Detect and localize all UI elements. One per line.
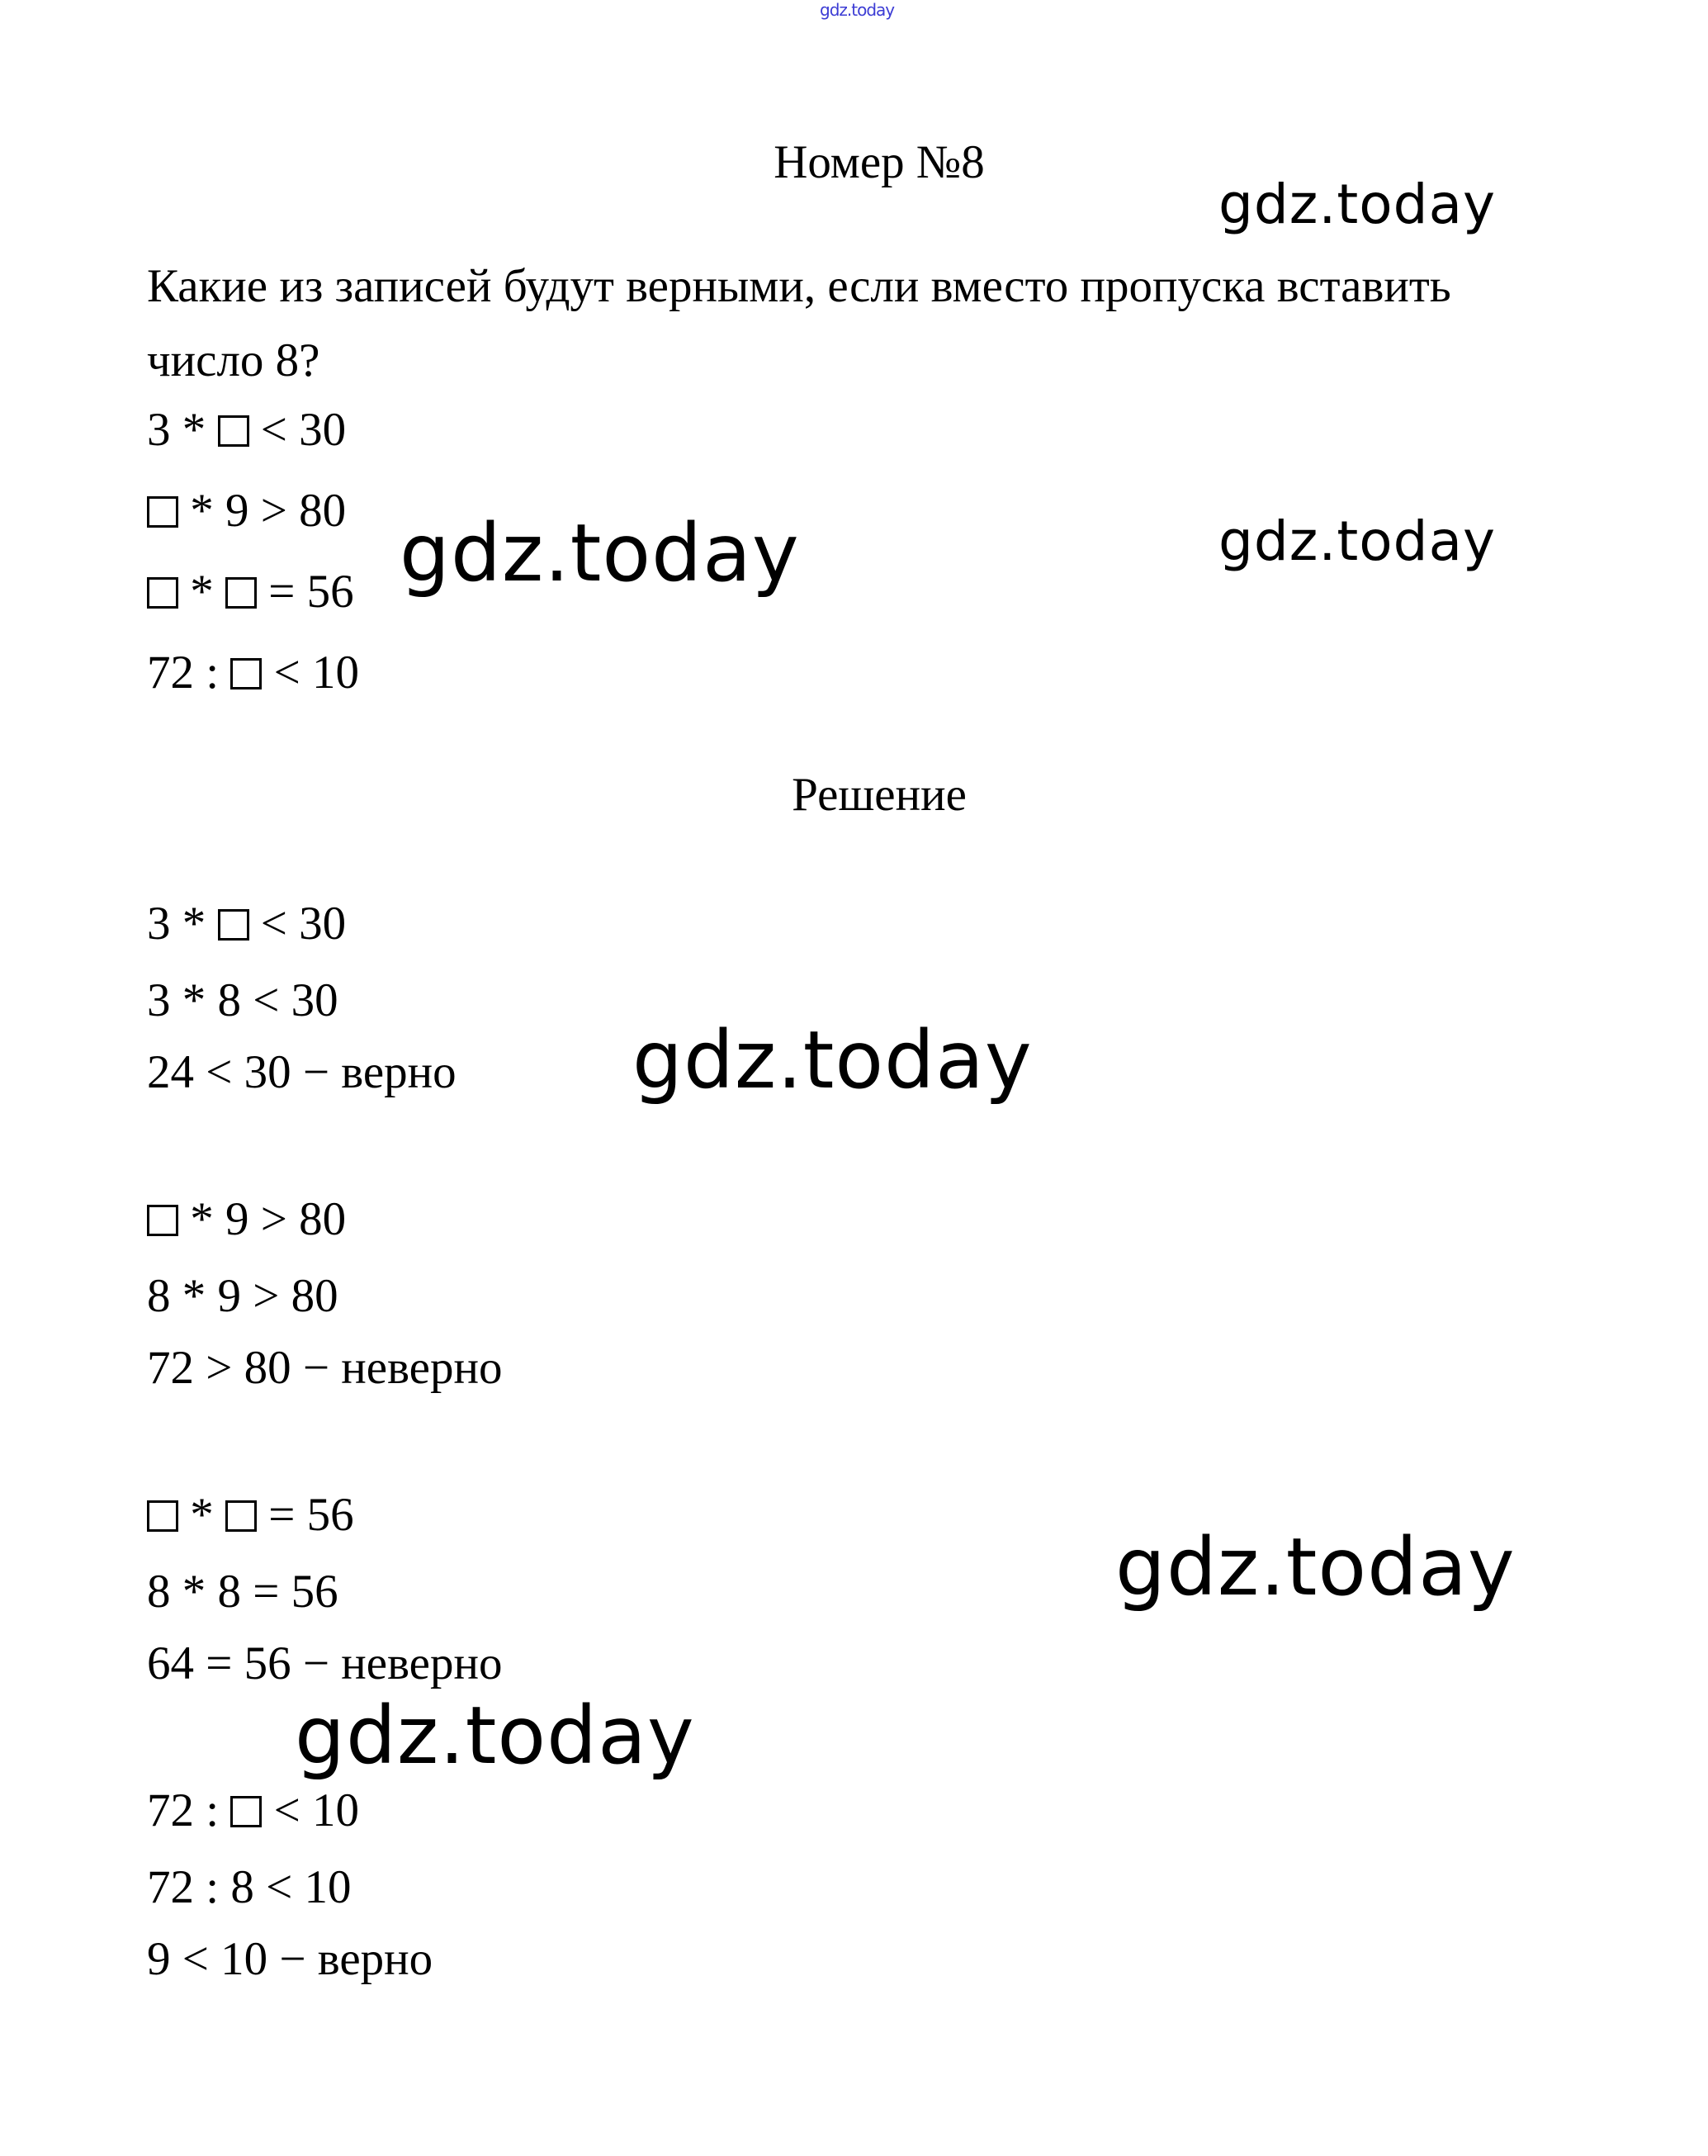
blank-box	[218, 909, 249, 941]
problem-expression-4	[147, 647, 359, 699]
expr-text: < 30	[248, 898, 347, 950]
problem-expression-1	[147, 404, 347, 456]
problem-expression-3	[147, 566, 354, 618]
page-title: Номер №8	[774, 136, 985, 188]
expr-text: = 56	[257, 566, 354, 618]
expr-text: 72 :	[147, 647, 231, 699]
solution-3-line-2: 8 * 8 = 56	[147, 1566, 338, 1618]
watermark: gdz.today	[1115, 1521, 1516, 1613]
solution-4-line-3: 9 < 10 − верно	[147, 1933, 433, 1985]
solution-1-line-3: 24 < 30 − верно	[147, 1046, 457, 1098]
solution-heading: Решение	[792, 769, 967, 821]
blank-box	[230, 1796, 262, 1827]
expr-text: 3 *	[147, 898, 218, 950]
top-watermark: gdz.today	[820, 0, 895, 20]
expr-text: 3 *	[147, 404, 218, 456]
blank-box	[225, 1500, 257, 1532]
watermark: gdz.today	[400, 507, 800, 599]
expr-text: *	[178, 1489, 225, 1541]
expr-text: * 9 > 80	[178, 1193, 347, 1245]
blank-box	[230, 658, 262, 689]
watermark: gdz.today	[632, 1014, 1033, 1106]
blank-box	[147, 1500, 178, 1532]
solution-4-line-2: 72 : 8 < 10	[147, 1861, 352, 1913]
solution-4-line-1	[147, 1784, 359, 1836]
watermark: gdz.today	[1218, 173, 1497, 236]
expr-text: < 10	[262, 647, 359, 699]
blank-box	[225, 577, 257, 609]
blank-box	[218, 415, 249, 447]
watermark: gdz.today	[295, 1689, 695, 1782]
expr-text: *	[178, 566, 225, 618]
solution-3-line-1	[147, 1489, 354, 1541]
watermark: gdz.today	[1218, 509, 1497, 573]
expr-text: * 9 > 80	[178, 485, 347, 537]
solution-2-line-3: 72 > 80 − неверно	[147, 1342, 503, 1394]
solution-2-line-2: 8 * 9 > 80	[147, 1270, 338, 1322]
solution-1-line-1	[147, 898, 347, 950]
solution-1-line-2: 3 * 8 < 30	[147, 974, 338, 1026]
question-text: Какие из записей будут верными, если вместо пропуска вставить число 8?	[147, 260, 1451, 386]
solution-2-line-1	[147, 1193, 347, 1245]
expr-text: 72 :	[147, 1784, 231, 1836]
expr-text: = 56	[257, 1489, 354, 1541]
solution-3-line-3: 64 = 56 − неверно	[147, 1637, 503, 1689]
blank-box	[147, 1205, 178, 1236]
expr-text: < 10	[262, 1784, 359, 1836]
problem-expression-2	[147, 485, 347, 537]
expr-text: < 30	[248, 404, 347, 456]
blank-box	[147, 577, 178, 609]
blank-box	[147, 496, 178, 528]
